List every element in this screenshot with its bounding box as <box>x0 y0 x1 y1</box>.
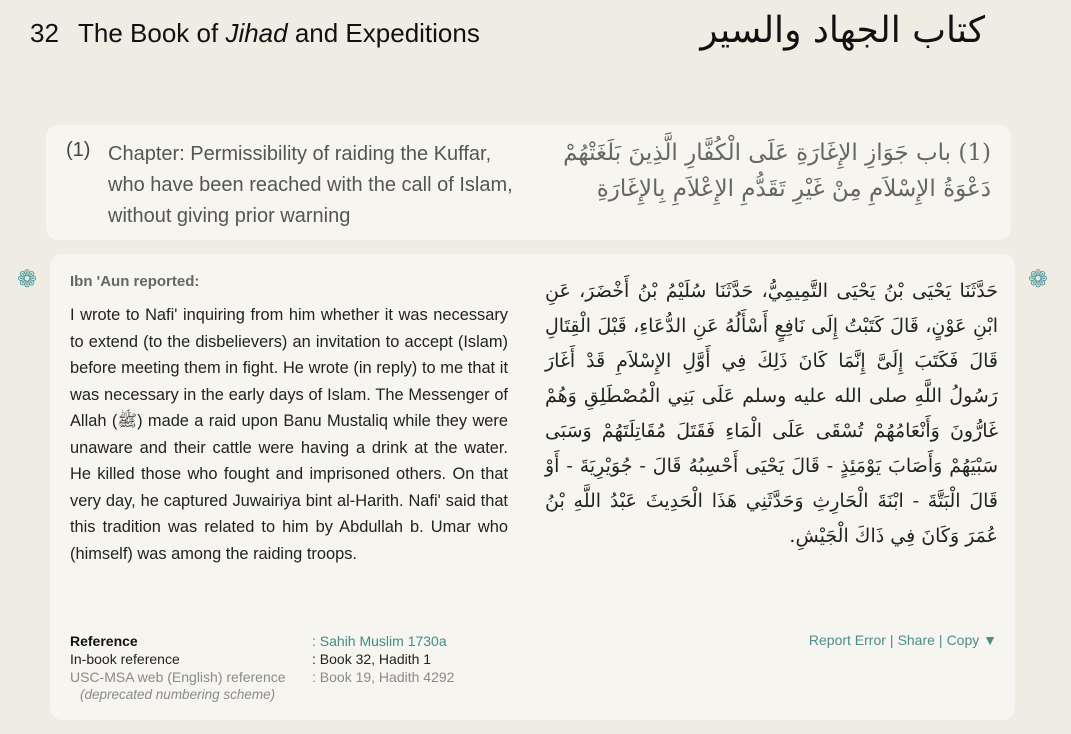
hadith-ornament-icon: ❁ <box>16 266 38 293</box>
hadith-ornament-icon: ❁ <box>1027 266 1049 293</box>
usc-reference-row <box>70 668 454 686</box>
reference-link[interactable]: : Sahih Muslim 1730a <box>312 633 447 649</box>
report-error-link[interactable]: Report Error <box>808 632 886 648</box>
hadith-text-english: I wrote to Nafi' inquiring from him whether it was necessary to extend (to the disbelievers) an invitation to accept (Islam) before meeting them in fight. He wrote (in reply) to me that it was necessary in the early days of Islam. The Messenger of Allah (ﷺ) made a raid upon Banu Mustaliq while they were unaware and their cattle were having a drink at the water. He killed those who fought and imprisoned others. On that very day, he captured Juwairiya bint al-Harith. Nafi' said that this tradition was related to him by Abdullah b. Umar who (himself) was among the raiding troops. <box>70 306 508 563</box>
usc-reference-value: : Book 19, Hadith 4292 <box>312 669 455 685</box>
usc-reference-label: USC-MSA web (English) reference <box>70 669 286 685</box>
usc-reference-note: (deprecated numbering scheme) <box>80 687 276 702</box>
chapter-title-arabic: (1) باب جَوَازِ الإِغَارَةِ عَلَى الْكُفَّارِ الَّذِينَ بَلَغَتْهُمْ دَعْوَةُ الإِسْلاَمِ مِنْ غَيْرِ تَقَدُّمِ الإِعْلاَمِ بِالإِغَارَةِ <box>563 140 991 202</box>
reference-table <box>70 632 454 704</box>
book-title-suffix: and Expeditions <box>294 18 480 48</box>
chapter-box <box>46 125 1011 240</box>
book-title-arabic: كتاب الجهاد والسير <box>700 10 985 51</box>
inbook-reference-row <box>70 650 454 668</box>
book-title <box>78 18 480 49</box>
book-title-prefix: The Book of <box>78 18 219 48</box>
share-link[interactable]: Share <box>897 632 935 648</box>
inbook-reference-label: In-book reference <box>70 651 180 667</box>
hadith-narrator: Ibn 'Aun reported: <box>70 273 200 290</box>
action-separator: | <box>889 632 894 648</box>
hadith-actions <box>809 632 997 648</box>
chapter-title-english: Chapter: Permissibility of raiding the Kuffar, who have been reached with the call of Islam, without giving prior warning <box>108 143 513 227</box>
inbook-reference-value: : Book 32, Hadith 1 <box>312 651 432 667</box>
hadith-text-arabic: حَدَّثَنَا يَحْيَى بْنُ يَحْيَى التَّمِيمِيُّ، حَدَّثَنَا سُلَيْمُ بْنُ أَخْضَرَ، عَنِ ابْنِ عَوْنٍ، قَالَ كَتَبْتُ إِلَى نَافِعٍ أَسْأَلُهُ عَنِ الدُّعَاءِ، قَبْلَ الْقِتَالِ قَالَ فَكَتَبَ إِلَىَّ إِنَّمَا كَانَ ذَلِكَ فِي أَوَّلِ الإِسْلاَمِ قَدْ أَغَارَ رَسُولُ اللَّهِ صلى الله عليه وسلم عَلَى بَنِي الْمُصْطَلِقِ وَهُمْ غَارُّونَ وَأَنْعَامُهُمْ تُسْقَى عَلَى الْمَاءِ فَقَتَلَ مُقَاتِلَتَهُمْ وَسَبَى سَبْيَهُمْ وَأَصَابَ يَوْمَئِذٍ - قَالَ يَحْيَى أَحْسِبُهُ قَالَ - جُوَيْرِيَةَ - أَوْ قَالَ الْبَتَّةَ - ابْنَةَ الْحَارِثِ وَحَدَّثَنِي هَذَا الْحَدِيثَ عَبْدُ اللَّهِ بْنُ عُمَرَ وَكَانَ فِي ذَاكَ الْجَيْشِ. <box>545 280 998 547</box>
book-title-italic: Jihad <box>225 18 288 48</box>
hadith-container <box>50 254 1015 720</box>
book-number: 32 <box>30 18 59 48</box>
reference-label: Reference <box>70 633 138 649</box>
action-separator: | <box>938 632 943 648</box>
book-header <box>0 0 1071 70</box>
copy-dropdown[interactable]: Copy ▼ <box>946 632 997 648</box>
reference-row <box>70 632 454 650</box>
chapter-number: (1) <box>66 139 91 161</box>
